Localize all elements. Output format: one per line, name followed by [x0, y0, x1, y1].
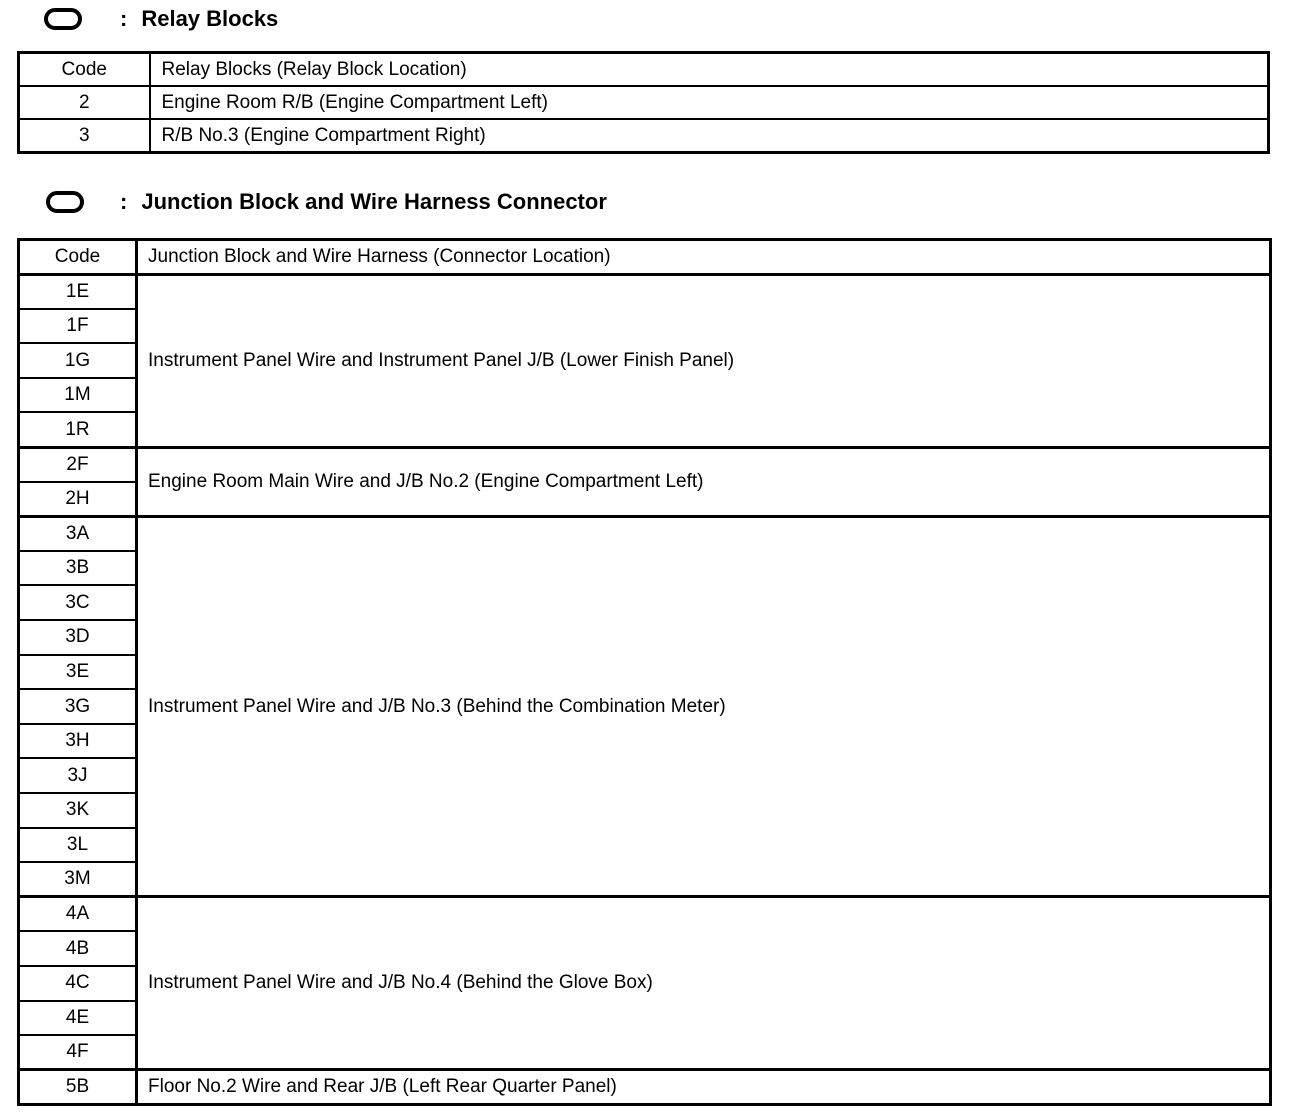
table-row [19, 447, 1271, 482]
junction-block-table [17, 238, 1272, 1106]
relay-block-symbol-icon [44, 8, 82, 30]
location-cell: Instrument Panel Wire and Instrument Panel J/B (Lower Finish Panel) [137, 274, 1271, 447]
table-row [19, 897, 1271, 932]
code-header: Code [19, 53, 150, 87]
code-cell: 4A [19, 897, 137, 932]
code-cell: 3A [19, 516, 137, 551]
code-header: Code [19, 240, 137, 275]
code-cell: 3M [19, 862, 137, 897]
code-cell: 1E [19, 274, 137, 309]
location-cell: R/B No.3 (Engine Compartment Right) [150, 119, 1269, 153]
location-header: Relay Blocks (Relay Block Location) [150, 53, 1269, 87]
junction-block-title: Junction Block and Wire Harness Connector [141, 189, 607, 214]
code-cell: 4B [19, 931, 137, 966]
code-cell: 1R [19, 412, 137, 447]
code-cell: 3K [19, 793, 137, 828]
relay-blocks-heading [44, 6, 278, 32]
table-header-row [19, 240, 1271, 275]
code-cell: 1F [19, 309, 137, 344]
junction-block-heading [46, 189, 607, 215]
code-cell: 3J [19, 758, 137, 793]
code-cell: 3L [19, 828, 137, 863]
code-cell: 3E [19, 655, 137, 690]
relay-blocks-table [17, 51, 1270, 154]
code-cell: 2H [19, 482, 137, 517]
location-cell: Engine Room R/B (Engine Compartment Left) [150, 86, 1269, 119]
table-row [19, 1070, 1271, 1105]
location-cell: Instrument Panel Wire and J/B No.4 (Behind the Glove Box) [137, 897, 1271, 1070]
heading-colon: : [120, 189, 128, 214]
code-cell: 5B [19, 1070, 137, 1105]
code-cell: 3 [19, 119, 150, 153]
location-cell: Engine Room Main Wire and J/B No.2 (Engine Compartment Left) [137, 447, 1271, 516]
heading-colon: : [120, 6, 128, 31]
code-cell: 3D [19, 620, 137, 655]
location-cell: Instrument Panel Wire and J/B No.3 (Behind the Combination Meter) [137, 516, 1271, 897]
relay-blocks-title: Relay Blocks [141, 6, 279, 31]
table-row [19, 274, 1271, 309]
code-cell: 3G [19, 689, 137, 724]
code-cell: 3C [19, 585, 137, 620]
location-header: Junction Block and Wire Harness (Connector Location) [137, 240, 1271, 275]
code-cell: 2F [19, 447, 137, 482]
code-cell: 3B [19, 551, 137, 586]
table-header-row [19, 53, 1269, 87]
code-cell: 1M [19, 378, 137, 413]
table-row [19, 86, 1269, 119]
code-cell: 2 [19, 86, 150, 119]
code-cell: 4C [19, 966, 137, 1001]
code-cell: 3H [19, 724, 137, 759]
table-row [19, 119, 1269, 153]
code-cell: 4E [19, 1001, 137, 1036]
location-cell: Floor No.2 Wire and Rear J/B (Left Rear Quarter Panel) [137, 1070, 1271, 1105]
junction-block-symbol-icon [46, 191, 84, 213]
code-cell: 4F [19, 1035, 137, 1070]
table-row [19, 516, 1271, 551]
code-cell: 1G [19, 343, 137, 378]
